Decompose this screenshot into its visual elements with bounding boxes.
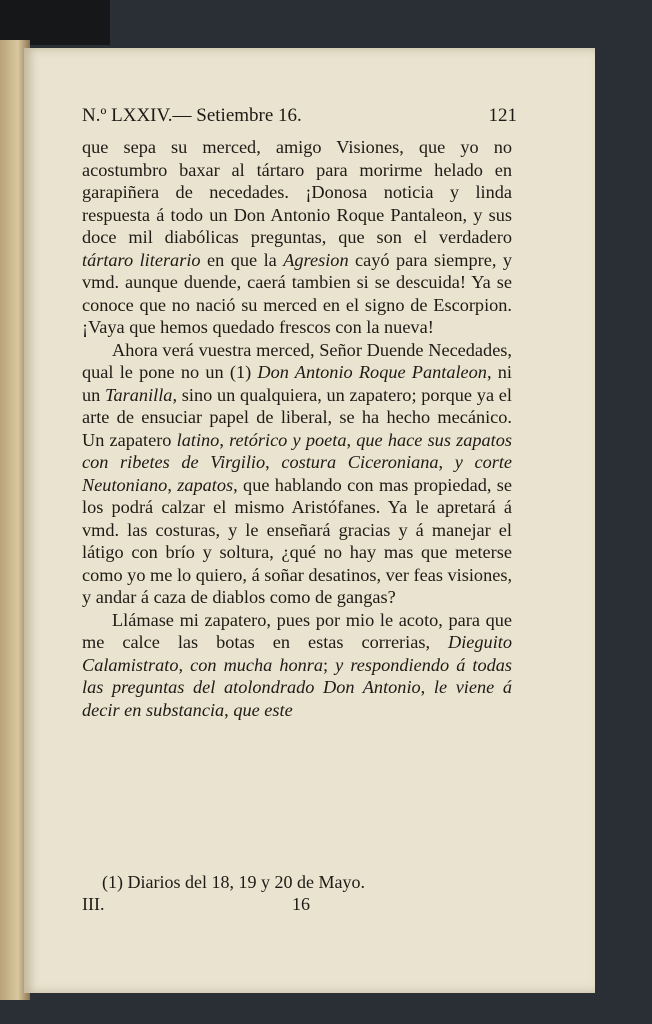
page-number: 121	[488, 105, 517, 126]
italic-run: zapatos	[177, 474, 234, 495]
book-page	[24, 48, 595, 993]
text-run: , sino un qualquiera, un zapatero; porque ya el arte de ensuciar papel de liberal, se ha hecho mecánico. Un zapatero	[82, 384, 512, 450]
text-run: ,	[224, 699, 234, 720]
text-run: ,	[438, 452, 455, 472]
italic-run: latino	[176, 429, 220, 450]
text-run: ,	[265, 452, 282, 472]
italic-run: con mucha honra	[190, 654, 324, 675]
text-run: que sepa su merced, amigo Visiones, que yo no acostumbro baxar al tártaro para morirme helado en garapiñera de necedades. ¡Donosa noticia y linda respuesta á todo un Don Antonio Roque Pantaleon, y sus doce mil diabólicas preguntas, que son el verdadero	[82, 137, 512, 247]
paragraph	[82, 339, 512, 609]
italic-run: Dieguito Calamistrato	[82, 632, 512, 675]
italic-run: Don Antonio Roque Pantaleon	[257, 362, 487, 382]
text-run: en que la	[200, 249, 284, 270]
text-run: cayó para siempre, y vmd. aunque duende, caerá tambien si se descuida! Ya se conoce que no nació su merced en el signo de Escorpion. ¡Vaya que hemos quedado frescos con la nueva!	[82, 249, 512, 337]
paragraph	[82, 609, 512, 722]
italic-run: y corte Neutoniano	[82, 452, 513, 495]
italic-run: costura Ciceroniana	[281, 452, 439, 472]
text-run: , ni un	[82, 362, 512, 405]
text-run: , que hablando con mas propiedad, se los podrá calzar el mismo Aristófanes. Ya le apretará á vmd. las costuras, y le enseñará gracias y á manejar el látigo con brío y soltura, ¿qué no hay mas que meterse como yo me lo quiero, á soñar desatinos, ver feas visiones, y andar á caza de diablos como de gangas?	[82, 474, 513, 607]
italic-run: tártaro literario	[82, 249, 201, 270]
italic-run: retórico y poeta	[229, 429, 347, 450]
sheet-signature: 16	[292, 894, 310, 914]
background-corner	[0, 0, 110, 45]
paragraph	[82, 136, 512, 339]
text-run: ,	[219, 429, 230, 450]
running-title: N.º LXXIV.— Setiembre 16.	[82, 105, 302, 126]
italic-run: que hace sus zapatos con ribetes de Virgilio	[82, 429, 513, 472]
text-run: ,	[167, 474, 178, 495]
text-run: ;	[323, 654, 336, 675]
italic-run: Taranilla	[105, 384, 173, 405]
italic-run: Agresion	[283, 249, 349, 270]
volume-mark: III.	[82, 894, 105, 914]
text-run: ,	[178, 654, 191, 675]
text-run: ,	[420, 677, 434, 697]
running-header	[82, 105, 517, 127]
body-text	[82, 136, 512, 721]
text-run: Ahora verá vuestra merced, Señor Duende Necedades, qual le pone no un (1)	[82, 339, 512, 382]
text-run: ,	[346, 429, 357, 450]
italic-run: le viene á decir en substancia	[82, 677, 513, 720]
italic-run: que este	[233, 699, 293, 720]
signature-line	[82, 894, 512, 915]
italic-run: y respondiendo á todas las preguntas del atolondrado Don Antonio	[82, 654, 513, 697]
text-run: Llámase mi zapatero, pues por mio le acoto, para que me calce las botas en estas correrias,	[82, 609, 512, 652]
footnote: (1) Diarios del 18, 19 y 20 de Mayo.	[102, 872, 365, 892]
